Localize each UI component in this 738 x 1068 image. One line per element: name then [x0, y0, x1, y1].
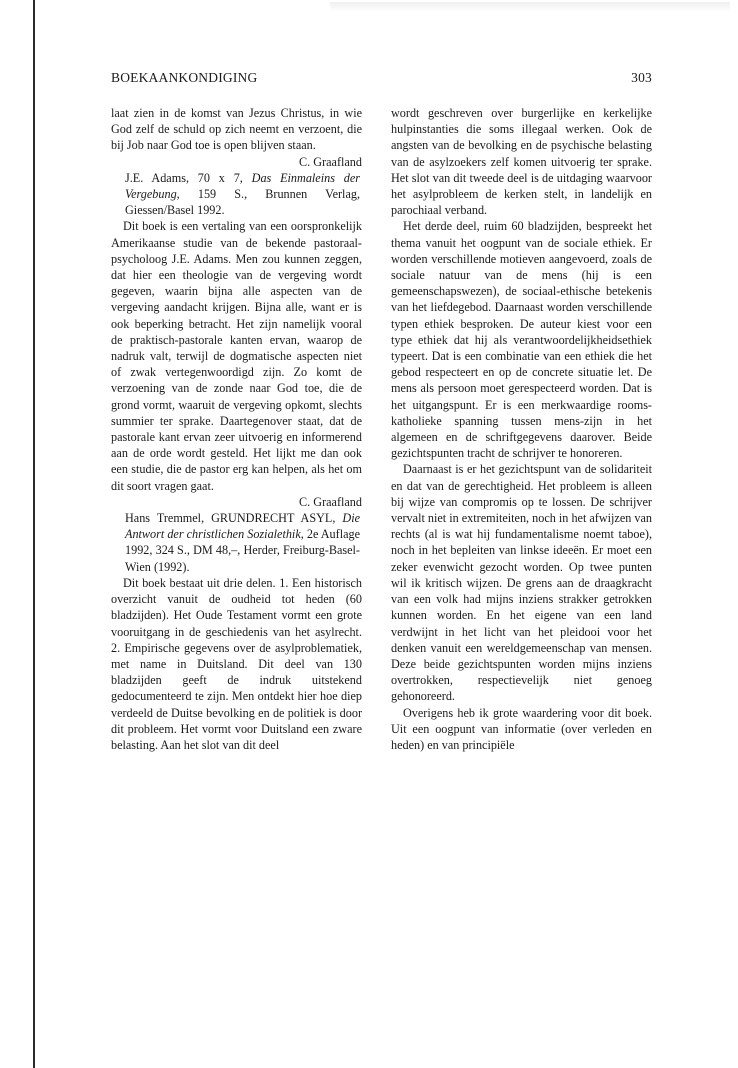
page-number: 303: [631, 70, 652, 85]
page-header: [111, 70, 652, 88]
biblio-details: 2e Auflage 1992, 324 S., DM 48,–, Herder, Freiburg-Basel-Wien (1992).: [125, 527, 360, 574]
biblio-author: Hans Tremmel, GRUNDRECHT ASYL,: [125, 511, 343, 526]
reviewer-signature: C. Graafland: [299, 494, 362, 509]
bibliographic-entry: [111, 170, 362, 219]
left-column: [111, 105, 362, 753]
paragraph: Het derde deel, ruim 60 bladzijden, bespreekt het thema vanuit het oogpunt van de sociale ethiek. Er worden verschillende motieven aangevoerd, zoals de sociale natuur van de mens (hij is een gemeenschapswezen), de sociaal-ethische betekenis van het liefdegebod. Daarnaast worden verschillende typen ethiek besproken. De auteur kiest voor een type ethiek dat hij als verantwoordelijkheidsethiek typeert. Dat is een combinatie van een ethiek die het gebod respecteert en op de concrete situatie let. De mens als persoon moet gerespecteerd worden. Dat is het uitgangspunt. Er is een merkwaardige rooms-katholieke spanning tussen mens-zijn in het algemeen en de schriftgegevens daarover. Beide gezichtspunten tracht de schrijver te honoreren.: [391, 219, 652, 461]
paragraph: wordt geschreven over burgerlijke en kerkelijke hulpinstanties die soms illegaal werken. Ook de angsten van de bevolking en de psychische belasting van de asylzoekers zelf komen uitvoerig ter sprake. Het slot van dit tweede deel is de uitdaging waarvoor het asylprobleem de kerken stelt, in landelijk en parochiaal verband.: [391, 106, 652, 218]
page-edge-line: [33, 0, 35, 1068]
biblio-author: J.E. Adams, 70 x 7,: [125, 170, 252, 185]
running-title: BOEKAANKONDIGING: [111, 70, 258, 85]
biblio-title: Die Antwort der christlichen Sozialethik,: [125, 511, 360, 542]
biblio-details: 159 S., Brunnen Verlag, Giessen/Basel 1992.: [125, 187, 360, 218]
right-column: [391, 105, 652, 753]
reviewer-signature: C. Graafland: [299, 154, 362, 169]
review-text: Dit boek bestaat uit drie delen. 1. Een historisch overzicht vanuit de oudheid tot heden (60 bladzijden). Het Oude Testament vormt een grote vooruitgang in de geschiedenis van het asylrecht. 2. Empirische gegevens over de asylproblematiek, met name in Duitsland. Dit deel van 130 bladzijden geeft de indruk uitstekend gedocumenteerd te zijn. Men ontdekt hier hoe diep verdeeld de Duitse bevolking en de politiek is door dit probleem. Het vormt voor Duitsland een zware belasting. Aan het slot van dit deel: [111, 575, 362, 752]
paragraph: laat zien in de komst van Jezus Christus, in wie God zelf de schuld op zich neemt en verzoent, die bij Job naar God toe is open blijven staan.: [111, 106, 362, 153]
biblio-title: Das Einmaleins der Vergebung,: [125, 170, 360, 202]
scan-artifact: [330, 2, 730, 12]
paragraph: Daarnaast is er het gezichtspunt van de solidariteit en dat van de gerechtigheid. Het probleem is alleen bij wijze van compromis op te lossen. De schrijver vervalt niet in extremiteiten, noch in het afwijzen van rechts (al is wat hij fundamentalisme noemt taboe), noch in het bepleiten van linkse ideeën. Er moet een zeker evenwicht gezocht worden. Op twee punten wil ik kritisch wijzen. De grens aan de draagkracht van een volk had mijns inziens strakker getrokken kunnen worden. En het eigene van een land verdwijnt in het licht van het pleidooi voor het denken vanuit een wereldgemeenschap van mensen. Deze beide gezichtspunten worden mijns inziens overtrokken, respectievelijk niet genoeg gehonoreerd.: [391, 462, 652, 704]
paragraph: Overigens heb ik grote waardering voor dit boek. Uit een oogpunt van informatie (over verleden en heden) en van principiële: [391, 705, 652, 752]
review-text: Dit boek is een vertaling van een oorspronkelijk Amerikaanse studie van de bekende pastoraal-psycholoog J.E. Adams. Men zou kunnen zeggen, dat hier een theologie van de vergeving wordt gegeven, waarin bijna alle aspecten van de vergeving aandacht krijgen. Bijna alle, want er is ook beperking betracht. Het zijn namelijk vooral de praktisch-pastorale kanten ervan, waarop de nadruk valt, terwijl de dogmatische aspecten niet of zwak vertegenwoordigd zijn. Zo komt de verzoening van de zonde naar God toe, die de grond vormt, waaruit de vergeving opkomt, slechts summier ter sprake. Daartegenover staat, dat de pastorale kant ervan zeer uitvoerig en informerend aan de orde wordt gesteld. Het lijkt me dan ook een studie, die de pastor erg kan helpen, als het om dit soort vragen gaat.: [111, 219, 362, 493]
bibliographic-entry: [111, 510, 362, 575]
